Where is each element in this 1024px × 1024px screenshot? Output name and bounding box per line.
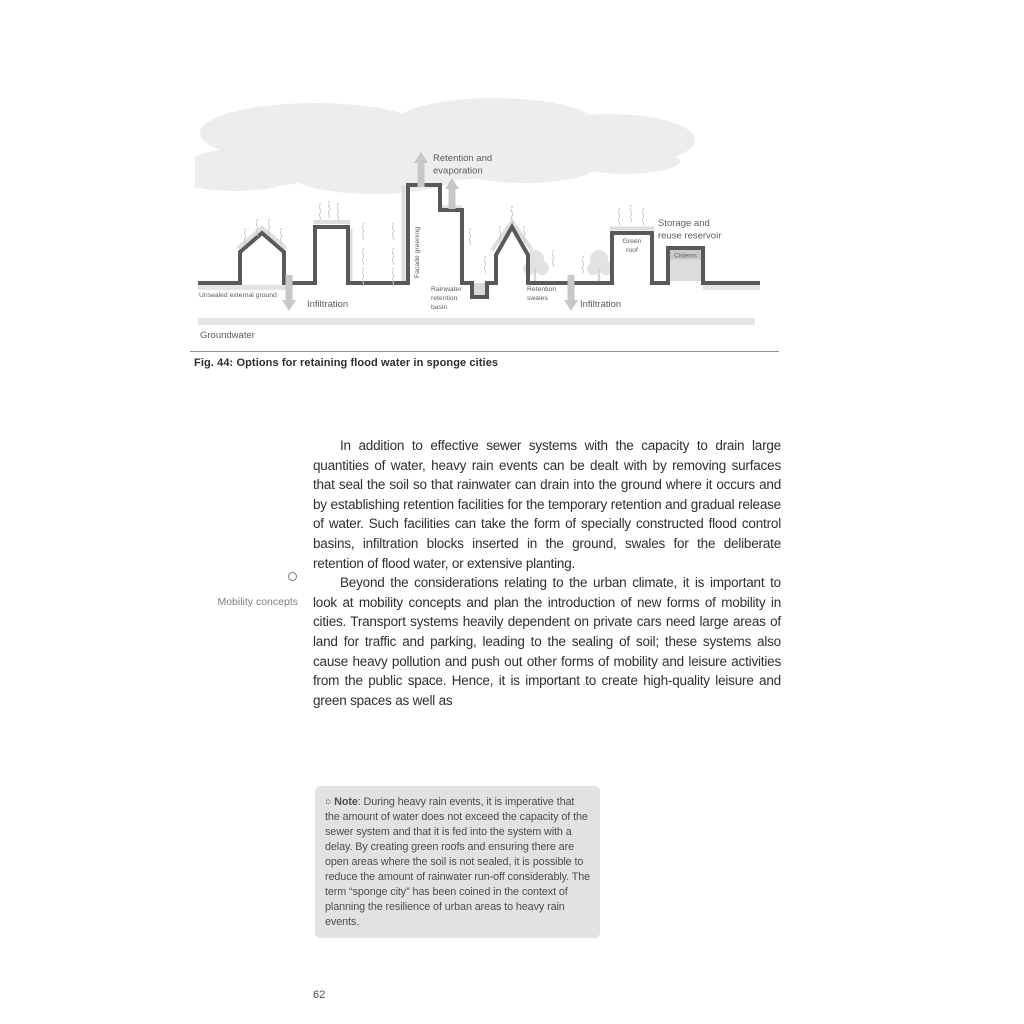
margin-note-marker xyxy=(288,572,297,581)
page-number: 62 xyxy=(313,989,326,1001)
figure-caption: Fig. 44: Options for retaining flood water in sponge cities xyxy=(194,357,499,369)
note-text: : During heavy rain events, it is imperative that the amount of water does not exceed the capacity of the sewer system and that it is fed into the system with a delay. By creating green roofs and ensuring there are open areas where the soil is not sealed, it is possible to reduce the amount of rainwater run-off considerably. The term “sponge city” has been coined in the context of planning the resilience of urban areas to heavy rain events. xyxy=(325,796,591,928)
ground-shadow-left xyxy=(198,285,293,290)
label-groundwater: Groundwater xyxy=(200,330,255,341)
label-facade-greening: Facade greening xyxy=(414,226,421,278)
body-text xyxy=(313,436,781,710)
label-retention-evaporation: Retention and xyxy=(433,153,493,164)
plants-decoration xyxy=(244,201,644,285)
ground-shadow-right xyxy=(703,285,760,290)
label-infiltration-left: Infiltration xyxy=(307,299,349,310)
figure-divider xyxy=(190,351,779,352)
groundwater-band xyxy=(198,318,755,325)
label-infiltration-right: Infiltration xyxy=(580,299,622,310)
note-circle-icon: ○ xyxy=(325,796,332,808)
label-retention-evaporation: evaporation xyxy=(433,165,483,177)
paragraph-mobility: Beyond the considerations relating to the urban climate, it is important to look at mobility concepts and plan the introduction of new forms of mobility in cities. Transport systems heavily dependent on private cars need large areas of land for traffic and parking, leading to the sealing of soil; these systems also cause heavy pollution and push out other forms of mobility and leisure activities from the public space. Hence, it is important to create high-quality leisure and green spaces as well as xyxy=(313,575,781,708)
label-unsealed-ground: Unsealed external ground xyxy=(199,292,277,299)
label-rainwater-basin: Rainwater xyxy=(431,286,462,293)
note-label: Note xyxy=(334,796,358,808)
retention-basin-fill xyxy=(474,283,485,296)
sponge-city-diagram xyxy=(195,95,785,345)
label-green-roof: roof xyxy=(626,247,638,254)
label-storage-reservoir: Storage and xyxy=(658,218,710,229)
label-cisterns: Cisterns xyxy=(674,252,697,260)
label-retention-swales: Retention xyxy=(527,286,557,293)
label-retention-swales: swales xyxy=(527,295,548,302)
margin-note-label: Mobility concepts xyxy=(217,596,298,608)
paragraph-sewer-systems: In addition to effective sewer systems with the capacity to drain large quantities of water, heavy rain events can be dealt with by removing surfaces that seal the soil so that rainwater can drain into the ground where it occurs and by establishing retention facilities for the temporary retention and gradual release of water. Such facilities can take the form of specially constructed flood control basins, infiltration blocks inserted in the ground, swales for the deliberate retention of flood water, or extensive planting. xyxy=(313,438,781,571)
down-arrow-icon xyxy=(564,275,578,311)
tree-icon xyxy=(587,250,613,283)
label-rainwater-basin: retention xyxy=(431,295,458,302)
note-box xyxy=(315,786,600,938)
clouds-decoration xyxy=(195,98,695,194)
label-storage-reservoir: reuse reservoir xyxy=(658,230,722,242)
label-green-roof: Green xyxy=(622,238,642,245)
label-rainwater-basin: basin xyxy=(431,304,448,311)
